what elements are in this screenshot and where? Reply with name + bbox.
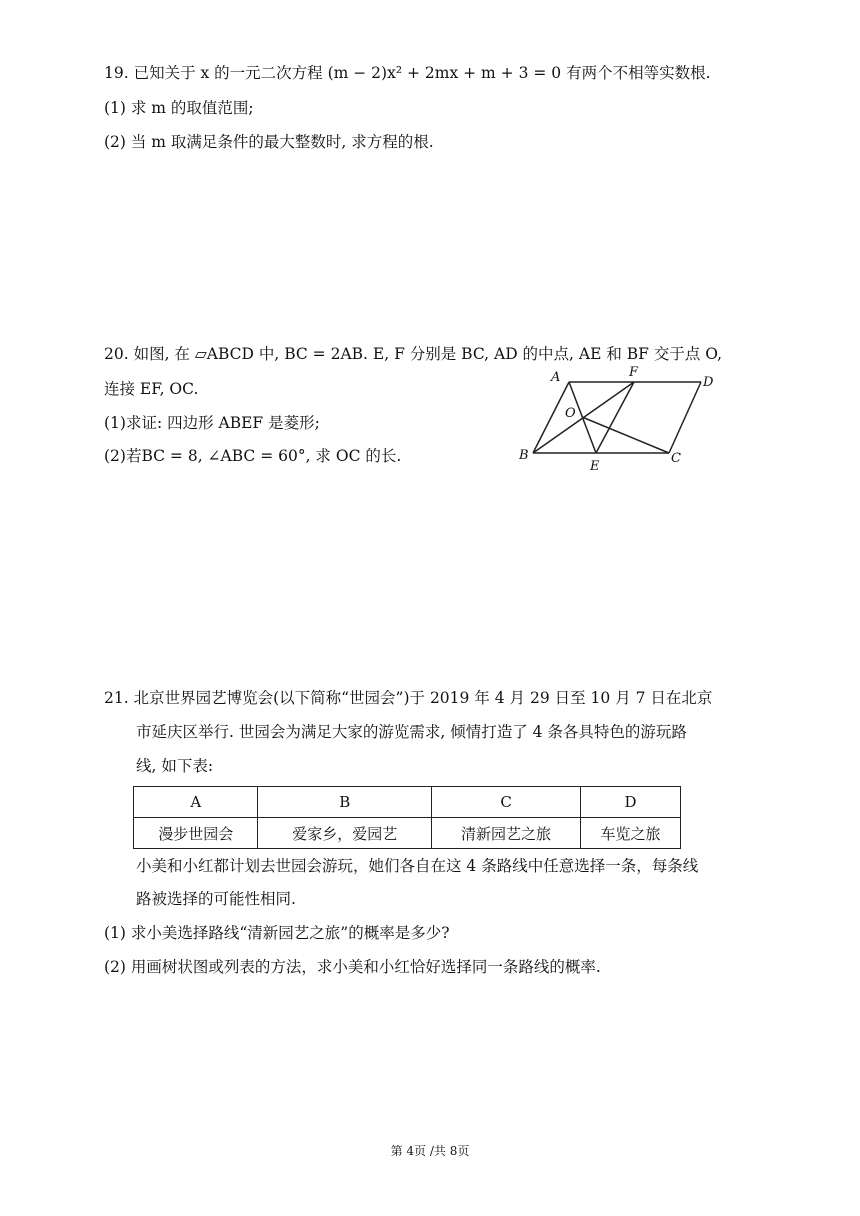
q21-stem-line2: 市延庆区举行. 世园会为满足大家的游览需求, 倾情打造了 4 条各具特色的游玩路: [136, 723, 687, 741]
table-header-cell: A: [134, 787, 258, 818]
q19-part1: (1) 求 m 的取值范围;: [104, 99, 254, 117]
q19-stem: 19. 已知关于 x 的一元二次方程 (m − 2)x² + 2mx + m + 3 = 0 有两个不相等实数根.: [104, 64, 711, 82]
q21-stem-line1: 21. 北京世界园艺博览会(以下简称“世园会”)于 2019 年 4 月 29 日至 10 月 7 日在北京: [104, 689, 713, 707]
label-E: E: [590, 459, 600, 474]
table-header-cell: B: [258, 787, 432, 818]
segment-OC: [582, 417, 669, 453]
table-header-cell: C: [432, 787, 581, 818]
q20-part1: (1)求证: 四边形 ABEF 是菱形;: [104, 414, 320, 432]
label-D: D: [703, 375, 714, 390]
routes-table: [133, 786, 681, 849]
q21-after-line2: 路被选择的可能性相同.: [136, 890, 296, 908]
table-cell: 爱家乡，爱园艺: [258, 818, 432, 849]
table-cell: 车览之旅: [581, 818, 681, 849]
q20-stem-continued: 连接 EF, OC.: [104, 380, 199, 398]
label-B: B: [519, 448, 529, 463]
q21-part1: (1) 求小美选择路线“清新园艺之旅”的概率是多少?: [104, 924, 450, 942]
table-header-row: [134, 787, 681, 818]
table-cell: 漫步世园会: [134, 818, 258, 849]
q21-part2: (2) 用画树状图或列表的方法，求小美和小红恰好选择同一条路线的概率.: [104, 958, 601, 976]
q19-part2: (2) 当 m 取满足条件的最大整数时, 求方程的根.: [104, 133, 434, 151]
parallelogram-figure: [515, 365, 725, 475]
q20-part2: (2)若BC = 8, ∠ABC = 60°, 求 OC 的长.: [104, 447, 402, 465]
page-footer: 第 4页 /共 8页: [390, 1144, 470, 1158]
table-row: [134, 818, 681, 849]
segment-AB: [533, 382, 569, 453]
q21-after-line1: 小美和小红都计划去世园会游玩，她们各自在这 4 条路线中任意选择一条，每条线: [136, 857, 699, 875]
segment-DC: [669, 382, 701, 453]
segment-FE: [596, 382, 634, 453]
label-A: A: [551, 370, 561, 385]
table-cell: 清新园艺之旅: [432, 818, 581, 849]
q21-stem-line3: 线, 如下表:: [136, 757, 214, 775]
q20-stem: 20. 如图, 在 ▱ABCD 中, BC = 2AB. E, F 分别是 BC, AD 的中点, AE 和 BF 交于点 O,: [104, 345, 723, 363]
label-O: O: [565, 406, 576, 421]
table-header-cell: D: [581, 787, 681, 818]
label-F: F: [629, 365, 639, 380]
label-C: C: [671, 451, 681, 466]
